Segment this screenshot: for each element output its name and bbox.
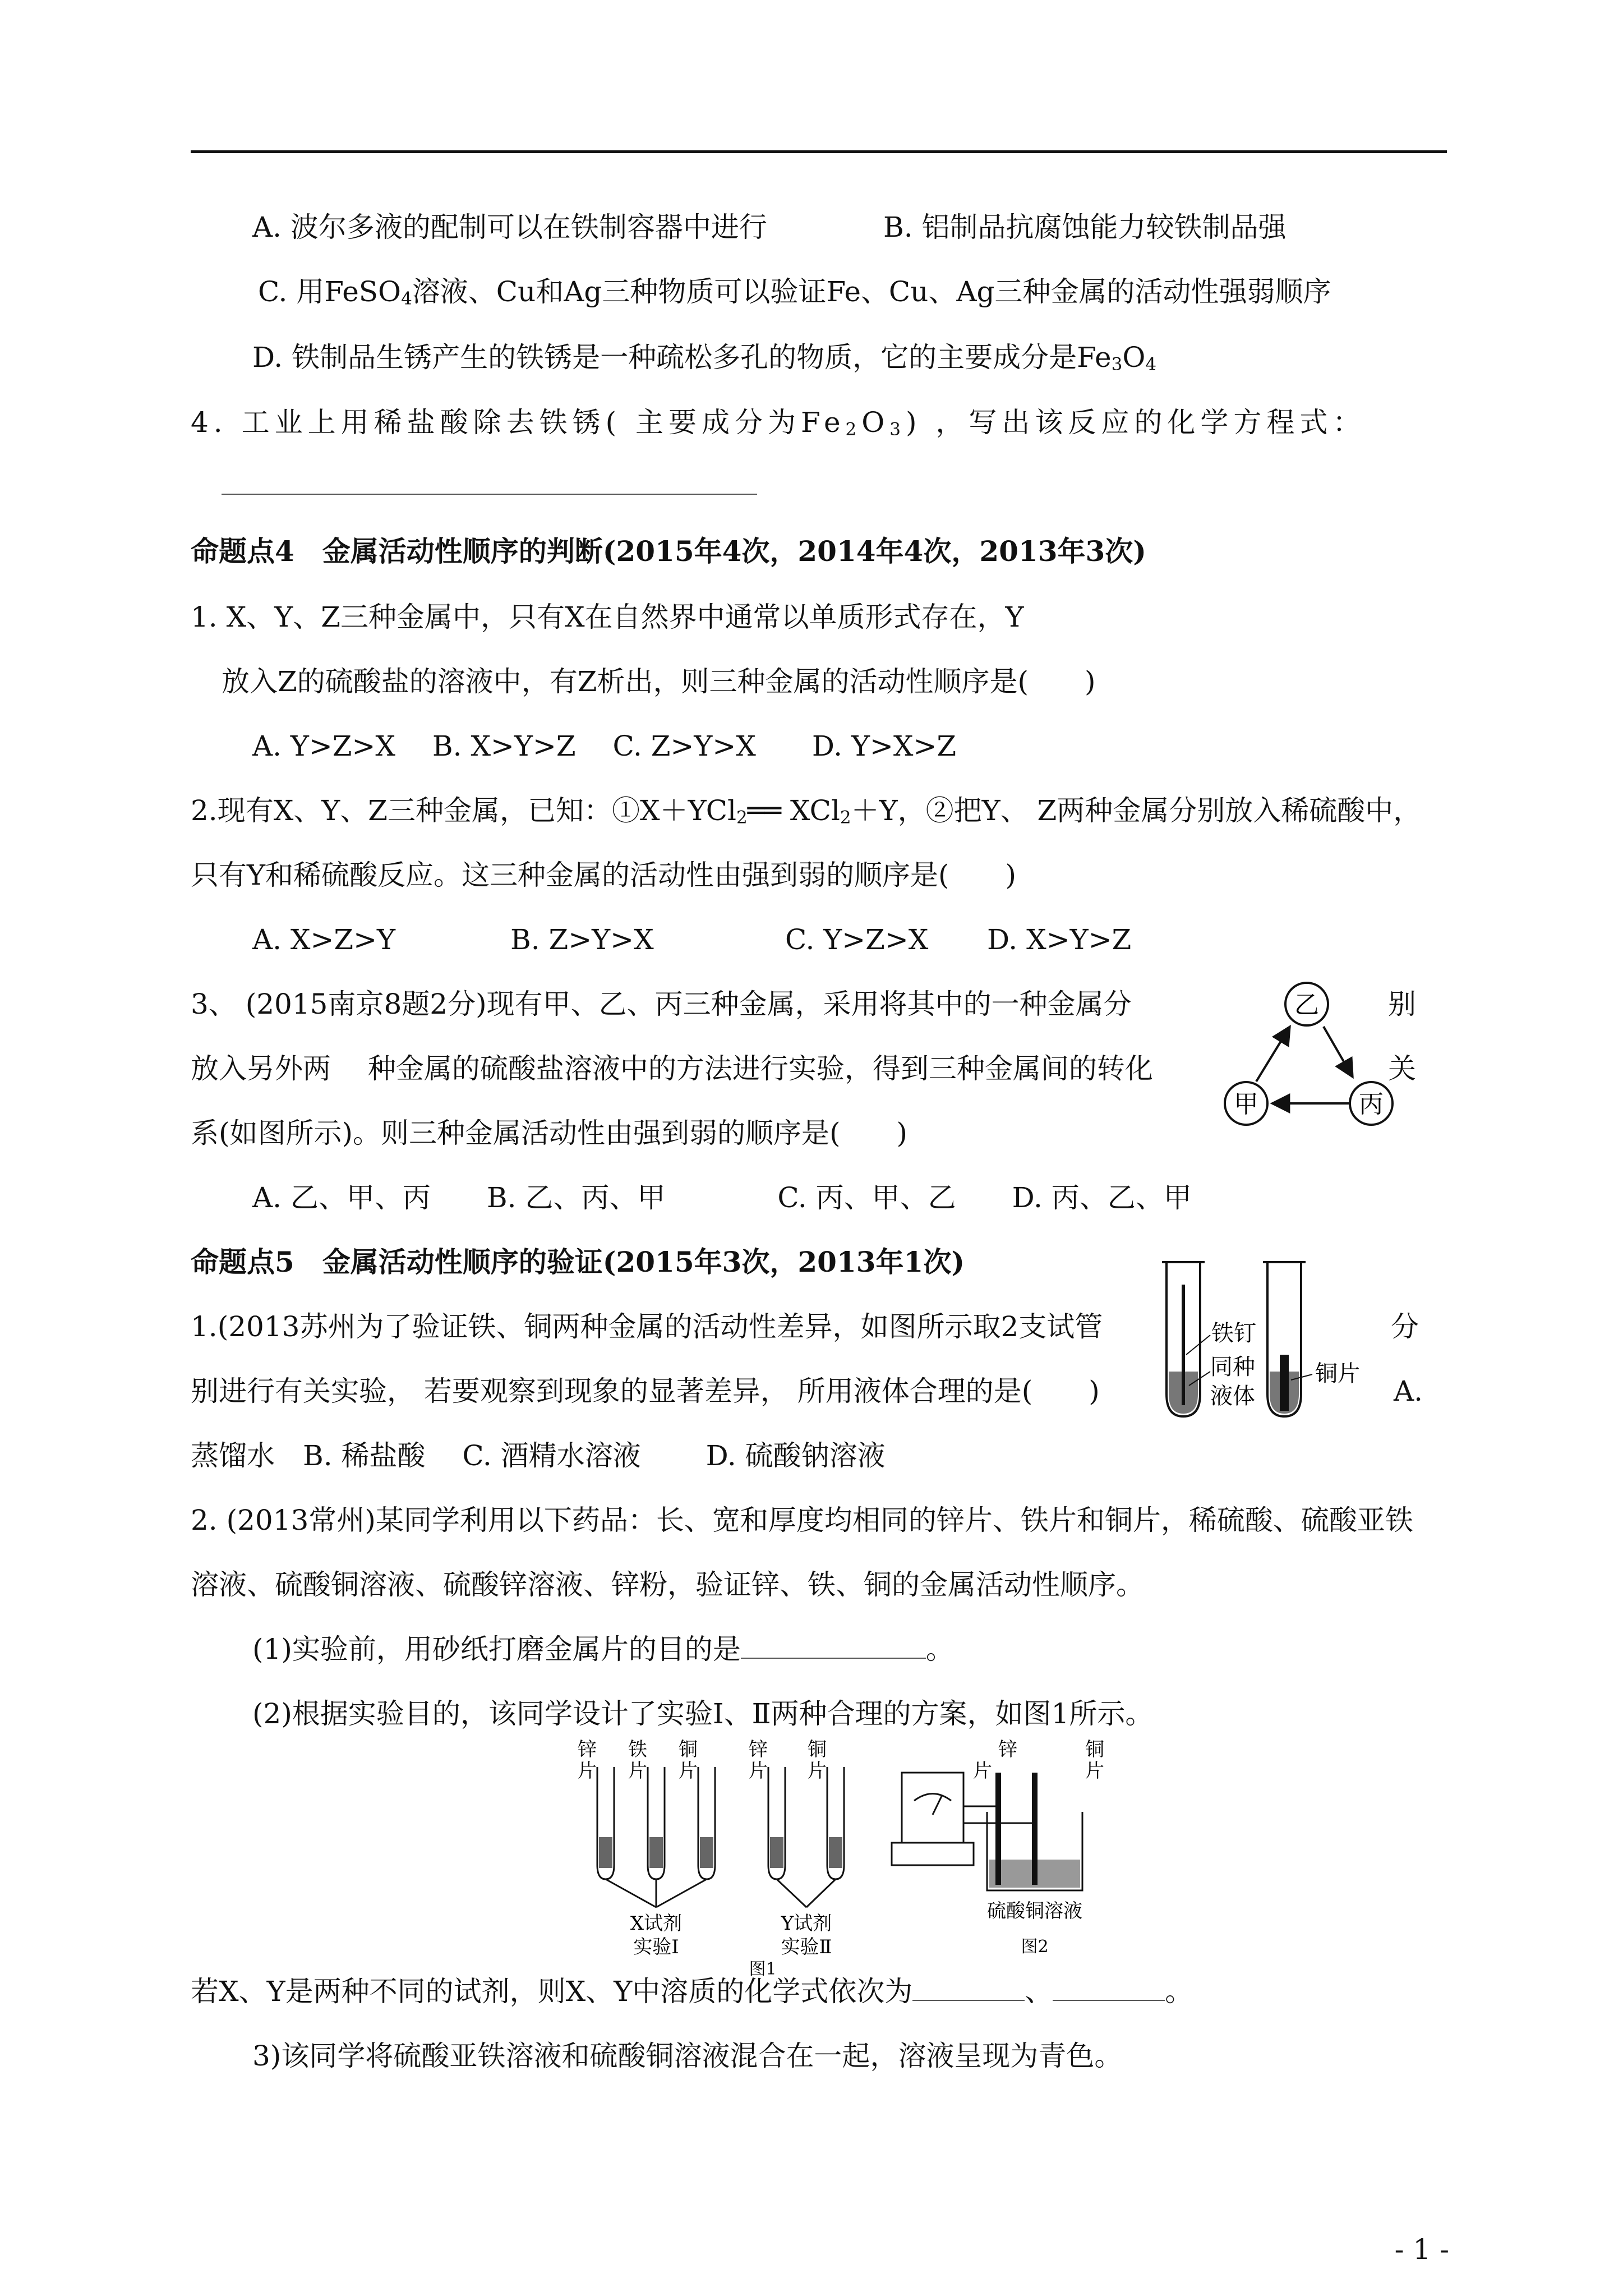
fig1-exp2-label-copper-1: 铜 (808, 1738, 827, 1761)
fig2-caption: 图2 (1021, 1937, 1049, 1957)
fig1-label-iron-1: 铁 (628, 1738, 647, 1761)
s4q2-option-d: D. X>Y>Z (987, 923, 1132, 956)
s4q2-option-b: B. Z>Y>X (510, 923, 654, 956)
fig1-exp2-label-zinc-1: 锌 (749, 1738, 768, 1761)
s4q3-line2-end: 关 (1388, 1052, 1416, 1085)
s5q2-line2: 溶液、硫酸铜溶液、硫酸锌溶液、锌粉，验证锌、铁、铜的金属活动性顺序。 (191, 1568, 1144, 1601)
s4q2-option-a: A. X>Z>Y (252, 923, 396, 956)
fig1-exp2-label-copper-2: 片 (808, 1760, 827, 1782)
label-iron-nail: 铁钉 (1211, 1320, 1256, 1346)
fig1-label-zinc-2: 片 (578, 1760, 597, 1782)
s5q2-part1: (1)实验前，用砂纸打磨金属片的目的是 。 (252, 1633, 954, 1665)
fig1-label-copper-2: 片 (679, 1760, 698, 1782)
fig2-label-zinc-1: 锌 (998, 1738, 1017, 1761)
q3-option-a: A. 波尔多液的配制可以在铁制容器中进行 (252, 211, 767, 243)
s5q1-line3: 蒸馏水 B. 稀盐酸 C. 酒精水溶液 D. 硫酸钠溶液 (191, 1439, 886, 1472)
section5-title: 命题点5 金属活动性顺序的验证(2015年3次，2013年1次) (191, 1245, 965, 1278)
fig1-exp1: 实验Ⅰ (633, 1936, 679, 1958)
section4-title: 命题点4 金属活动性顺序的判断(2015年4次，2014年4次，2013年3次) (191, 535, 1146, 568)
fig2-label-zinc-2: 片 (973, 1760, 992, 1782)
s5q2-xy-question: 若X、Y是两种不同的试剂，则X、Y中溶质的化学式依次为 、 。 (191, 1975, 1193, 2008)
s5q2-part2: (2)根据实验目的，该同学设计了实验Ⅰ、Ⅱ两种合理的方案，如图1所示。 (252, 1697, 1154, 1730)
s5q1-line1: 1.(2013苏州为了验证铁、铜两种金属的活动性差异，如图所示取2支试管 (191, 1310, 1103, 1343)
diagram-node-right: 丙 (1359, 1090, 1384, 1119)
fig1-y-reagent: Y试剂 (781, 1912, 832, 1935)
fig1-exp2-label-zinc-2: 片 (749, 1760, 768, 1782)
s4q3-line2: 放入另外两 种金属的硫酸盐溶液中的方法进行实验，得到三种金属间的转化 (191, 1052, 1153, 1085)
s5q1-line2: 别进行有关实验， 若要观察到现象的显著差异， 所用液体合理的是( ) (191, 1375, 1100, 1407)
s4q3-line1: 3、 (2015南京8题2分)现有甲、乙、丙三种金属，采用将其中的一种金属分 (191, 988, 1132, 1020)
s4q2-line1: 2.现有X、Y、Z三种金属，已知：①X＋YCl$_2$══ XCl$_2$＋Y，②把Y、 Z两种金属分别放入稀硫酸中， (191, 794, 1422, 828)
q3-option-d: D. 铁制品生锈产生的铁锈是一种疏松多孔的物质，它的主要成分是$Fe_3O_4$ (252, 341, 1157, 375)
label-copper-sheet: 铜片 (1315, 1361, 1360, 1387)
q3-option-c: C. 用FeSO$_4$溶液、Cu和Ag三种物质可以验证Fe、Cu、Ag三种金属的活动性强弱顺序 (258, 275, 1331, 309)
fig2-label-copper-1: 铜 (1085, 1738, 1104, 1761)
header-rule (191, 150, 1447, 153)
q4-answer-blank[interactable] (222, 494, 757, 495)
y-formula-blank[interactable] (1053, 1977, 1165, 2001)
s4q3-line1-end: 别 (1388, 988, 1416, 1020)
label-same-liquid-2: 液体 (1210, 1383, 1255, 1409)
fig2-label-copper-2: 片 (1085, 1760, 1104, 1782)
q3-option-b: B. 铝制品抗腐蚀能力较铁制品强 (883, 211, 1287, 243)
fig2-solution-label: 硫酸铜溶液 (987, 1900, 1082, 1922)
s4q3-options: A. 乙、甲、丙 B. 乙、丙、甲 C. 丙、甲、乙 D. 丙、乙、甲 (252, 1181, 1192, 1214)
fig1-x-reagent: X试剂 (630, 1912, 683, 1935)
metal-transformation-diagram (1200, 965, 1413, 1133)
label-same-liquid-1: 同种 (1210, 1354, 1255, 1380)
s5q2-part1-blank[interactable] (741, 1635, 926, 1659)
fig1-label-zinc-1: 锌 (578, 1738, 597, 1761)
s4q3-line3: 系(如图所示)。则三种金属活动性由强到弱的顺序是( ) (191, 1117, 908, 1149)
fig1-label-iron-2: 片 (628, 1760, 647, 1782)
fig1-exp2: 实验Ⅱ (781, 1936, 832, 1958)
s5q1-line2-end: A. (1394, 1375, 1423, 1407)
s5q2-part3: 3)该同学将硫酸亚铁溶液和硫酸铜溶液混合在一起，溶液呈现为青色。 (252, 2040, 1123, 2072)
s5q1-line1-end: 分 (1391, 1310, 1419, 1343)
s5q2-line1: 2. (2013常州)某同学利用以下药品：长、宽和厚度均相同的锌片、铁片和铜片，稀硫酸、硫酸亚铁 (191, 1504, 1413, 1536)
q4-text: 4. 工业上用稀盐酸除去铁锈( 主要成分为$Fe_2O_3$) ，写出该反应的化学方程式： (191, 406, 1366, 440)
s4q1-line1: 1. X、Y、Z三种金属中，只有X在自然界中通常以单质形式存在，Y (191, 601, 1024, 633)
s4q2-line2: 只有Y和稀硫酸反应。这三种金属的活动性由强到弱的顺序是( ) (191, 859, 1017, 891)
s4q1-line2: 放入Z的硫酸盐的溶液中，有Z析出，则三种金属的活动性顺序是( ) (222, 665, 1096, 698)
experiment-figures (555, 1738, 1127, 1979)
diagram-node-left: 甲 (1234, 1090, 1258, 1119)
fig1-label-copper-1: 铜 (679, 1738, 698, 1761)
x-formula-blank[interactable] (912, 1977, 1025, 2001)
test-tube-diagram (1155, 1257, 1402, 1425)
fig1-caption: 图1 (749, 1959, 777, 1979)
s4q1-options: A. Y>Z>X B. X>Y>Z C. Z>Y>X D. Y>X>Z (252, 730, 957, 762)
diagram-node-top: 乙 (1294, 991, 1319, 1019)
s4q2-option-c: C. Y>Z>X (785, 923, 929, 956)
page-number: - 1 - (1394, 2233, 1449, 2266)
